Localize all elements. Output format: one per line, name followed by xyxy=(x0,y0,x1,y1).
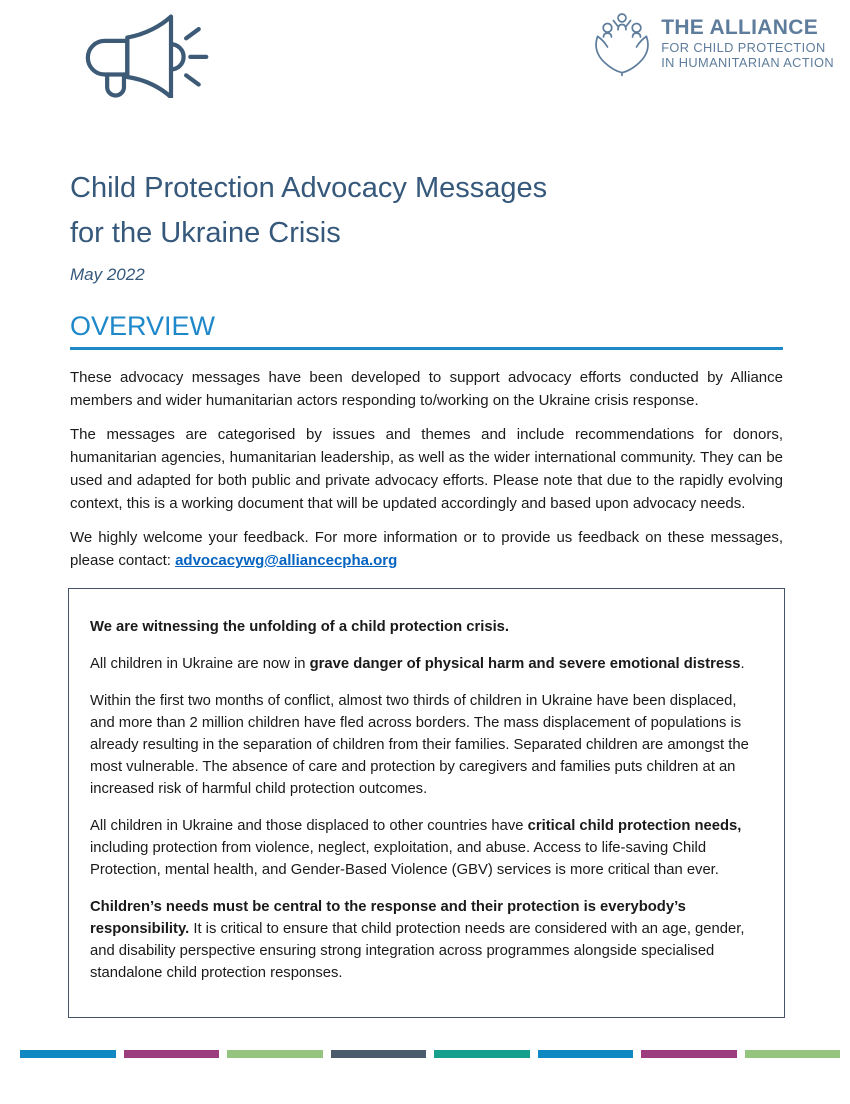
alliance-logo-icon xyxy=(589,8,655,78)
box-p2-bold: grave danger of physical harm and severe emotional distress xyxy=(309,656,741,672)
contact-text: We highly welcome your feedback. For more information or to provide us feedback on these messages, please contact: xyxy=(70,529,783,569)
box-paragraph-2 xyxy=(90,653,756,675)
overview-heading: OVERVIEW xyxy=(70,311,216,341)
document-date: May 2022 xyxy=(70,265,145,284)
box-p4-end: including protection from violence, neglect, exploitation, and abuse. Access to life-saving Child Protection, mental health, and Gender-Based Violence (GBV) services is more critical than ever. xyxy=(90,840,719,878)
box-p4-bold: critical child protection needs, xyxy=(527,818,742,834)
footer-bar xyxy=(20,1050,116,1058)
alliance-logo-text xyxy=(661,16,834,70)
box-p5-text: It is critical to ensure that child protection needs are considered with an age, gender, and disability perspective ensuring strong integration across programmes alongside specialised standalone child protection responses. xyxy=(90,921,745,981)
logo-subtitle-1: FOR CHILD PROTECTION xyxy=(661,40,826,55)
footer-bar xyxy=(124,1050,220,1058)
overview-section xyxy=(70,310,783,583)
overview-paragraph-2: The messages are categorised by issues and themes and include recommendations for donors, humanitarian agencies, humanitarian leadership, as well as the wider international community. They can be used and adapted for both public and private advocacy efforts. Please note that due to the rapidly evolving context, this is a working document that will be updated accordingly and based upon advocacy needs. xyxy=(70,426,783,512)
box-p2-text: All children in Ukraine are now in xyxy=(90,656,310,672)
megaphone-icon xyxy=(76,14,224,98)
footer-bar xyxy=(745,1050,841,1058)
alliance-logo xyxy=(589,8,834,78)
box-paragraph-4 xyxy=(90,815,756,881)
logo-title: THE ALLIANCE xyxy=(661,16,819,39)
key-messages-box xyxy=(68,588,785,1018)
footer-bar xyxy=(331,1050,427,1058)
document-title-line-2: for the Ukraine Crisis xyxy=(70,217,341,249)
title-block xyxy=(70,166,783,285)
document-title-line-1: Child Protection Advocacy Messages xyxy=(70,172,548,204)
footer-color-bars xyxy=(20,1050,840,1058)
box-paragraph-1: We are witnessing the unfolding of a child protection crisis. xyxy=(90,619,510,635)
logo-subtitle-2: IN HUMANITARIAN ACTION xyxy=(661,55,834,70)
overview-paragraph-3 xyxy=(70,526,783,572)
footer-bar xyxy=(641,1050,737,1058)
box-p2-end: . xyxy=(740,656,745,672)
box-paragraph-5 xyxy=(90,896,756,984)
contact-email-link[interactable]: advocacywg@alliancecpha.org xyxy=(175,552,398,569)
footer-bar xyxy=(227,1050,323,1058)
box-p5-bold: Children’s needs must be central to the response and their protection is everybody’s responsibility. xyxy=(90,899,686,937)
box-p4-text: All children in Ukraine and those displaced to other countries have xyxy=(90,818,528,834)
footer-bar xyxy=(434,1050,530,1058)
overview-paragraph-1: These advocacy messages have been developed to support advocacy efforts conducted by Alliance members and wider humanitarian actors responding to/working on the Ukraine crisis response. xyxy=(70,369,783,409)
footer-bar xyxy=(538,1050,634,1058)
heading-rule xyxy=(70,347,783,350)
box-paragraph-3: Within the first two months of conflict, almost two thirds of children in Ukraine have been displaced, and more than 2 million children have fled across borders. The mass displacement of populations is already resulting in the separation of children from their families. Separated children are amongst the most vulnerable. The absence of care and protection by caregivers and families puts children at an increased risk of harmful child protection outcomes. xyxy=(90,693,749,797)
